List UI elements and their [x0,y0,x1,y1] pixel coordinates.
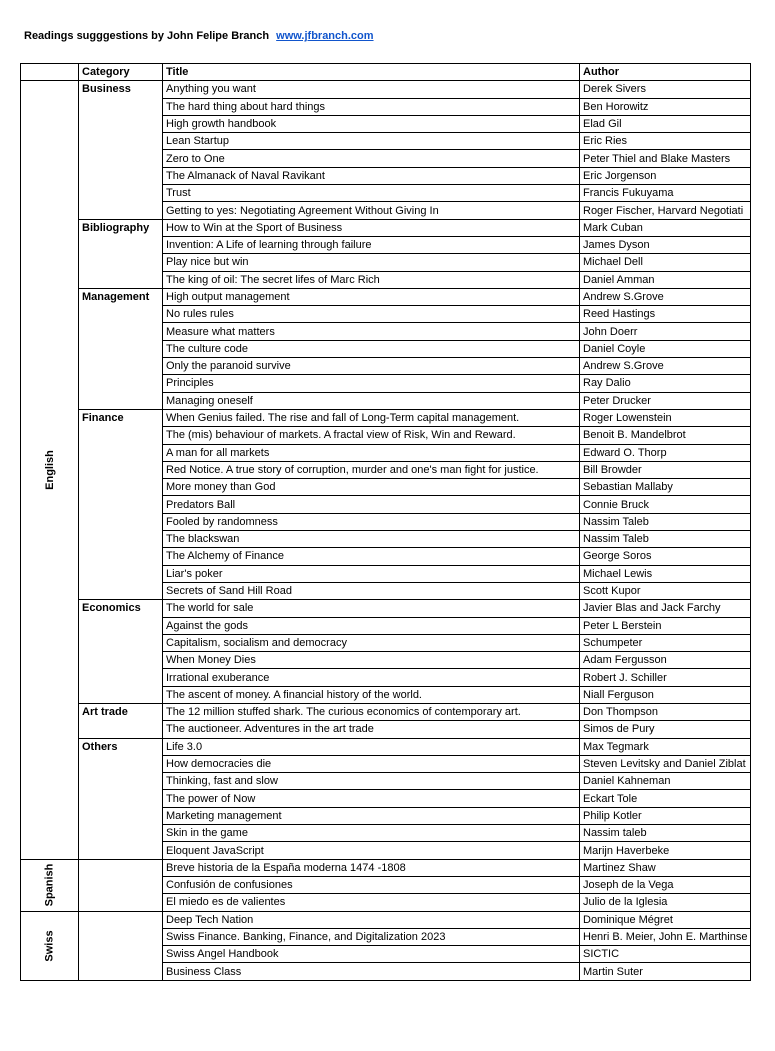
author-header: Author [580,64,751,81]
title-cell: Against the gods [163,617,580,634]
author-cell: Adam Fergusson [580,652,751,669]
title-cell: The hard thing about hard things [163,98,580,115]
title-cell: The culture code [163,340,580,357]
author-cell: Peter L Berstein [580,617,751,634]
category-cell: Art trade [79,703,163,738]
table-row [21,288,751,305]
author-cell: Javier Blas and Jack Farchy [580,600,751,617]
title-cell: Secrets of Sand Hill Road [163,582,580,599]
author-cell: Philip Kotler [580,807,751,824]
author-cell: Andrew S.Grove [580,288,751,305]
table-row [21,738,751,755]
title-cell: Deep Tech Nation [163,911,580,928]
author-cell: Roger Lowenstein [580,409,751,426]
title-cell: High output management [163,288,580,305]
document-header [24,30,374,42]
category-cell: Management [79,288,163,409]
title-cell: When Money Dies [163,652,580,669]
table-header-row [21,64,751,81]
author-cell: Dominique Mégret [580,911,751,928]
title-cell: Marketing management [163,807,580,824]
author-cell: Niall Ferguson [580,686,751,703]
author-cell: Michael Dell [580,254,751,271]
author-cell: Martin Suter [580,963,751,980]
author-cell: Daniel Coyle [580,340,751,357]
author-cell: Robert J. Schiller [580,669,751,686]
title-cell: Liar's poker [163,565,580,582]
category-cell: Business [79,81,163,219]
author-cell: Mark Cuban [580,219,751,236]
title-cell: The (mis) behaviour of markets. A fractal view of Risk, Win and Reward. [163,427,580,444]
title-cell: Getting to yes: Negotiating Agreement Without Giving In [163,202,580,219]
title-cell: Fooled by randomness [163,513,580,530]
author-cell: Francis Fukuyama [580,185,751,202]
author-cell: Eric Jorgenson [580,167,751,184]
title-cell: Measure what matters [163,323,580,340]
author-cell: Bill Browder [580,461,751,478]
author-cell: Simos de Pury [580,721,751,738]
title-cell: Zero to One [163,150,580,167]
title-cell: The Alchemy of Finance [163,548,580,565]
title-cell: Thinking, fast and slow [163,773,580,790]
author-cell: Schumpeter [580,634,751,651]
title-cell: How democracies die [163,755,580,772]
table-row [21,911,751,928]
title-cell: More money than God [163,479,580,496]
author-cell: Benoit B. Mandelbrot [580,427,751,444]
title-cell: Business Class [163,963,580,980]
author-cell: SICTIC [580,946,751,963]
author-cell: Daniel Kahneman [580,773,751,790]
title-cell: Only the paranoid survive [163,358,580,375]
title-cell: Managing oneself [163,392,580,409]
language-cell [21,859,79,911]
language-label: Swiss [43,930,56,962]
author-cell: Peter Drucker [580,392,751,409]
author-cell: Ray Dalio [580,375,751,392]
title-cell: Capitalism, socialism and democracy [163,634,580,651]
author-cell: Julio de la Iglesia [580,894,751,911]
title-cell: Play nice but win [163,254,580,271]
author-cell: Don Thompson [580,703,751,720]
title-cell: Anything you want [163,81,580,98]
title-cell: Lean Startup [163,133,580,150]
language-cell [21,81,79,859]
table-row [21,859,751,876]
title-cell: Trust [163,185,580,202]
category-cell: Finance [79,409,163,599]
reading-list-table [20,63,751,981]
author-cell: Connie Bruck [580,496,751,513]
title-cell: Red Notice. A true story of corruption, murder and one's man fight for justice. [163,461,580,478]
title-cell: When Genius failed. The rise and fall of Long-Term capital management. [163,409,580,426]
table-row [21,600,751,617]
title-cell: A man for all markets [163,444,580,461]
table-row [21,219,751,236]
author-cell: John Doerr [580,323,751,340]
title-cell: The blackswan [163,531,580,548]
category-header: Category [79,64,163,81]
author-cell: Nassim Taleb [580,531,751,548]
title-cell: Breve historia de la España moderna 1474 -1808 [163,859,580,876]
title-cell: Skin in the game [163,825,580,842]
author-cell: Eckart Tole [580,790,751,807]
author-cell: Steven Levitsky and Daniel Ziblat [580,755,751,772]
author-cell: Andrew S.Grove [580,358,751,375]
author-cell: Elad Gil [580,115,751,132]
author-cell: Peter Thiel and Blake Masters [580,150,751,167]
title-header: Title [163,64,580,81]
title-cell: Swiss Finance. Banking, Finance, and Digitalization 2023 [163,928,580,945]
author-cell: James Dyson [580,236,751,253]
header-title: Readings sugggestions by John Felipe Branch [24,30,270,42]
title-cell: The auctioneer. Adventures in the art trade [163,721,580,738]
title-cell: Invention: A Life of learning through failure [163,236,580,253]
author-cell: Nassim Taleb [580,513,751,530]
category-cell: Economics [79,600,163,704]
author-cell: Sebastian Mallaby [580,479,751,496]
author-cell: Joseph de la Vega [580,876,751,893]
author-cell: Daniel Amman [580,271,751,288]
category-cell: Bibliography [79,219,163,288]
table-row [21,409,751,426]
author-cell: Nassim taleb [580,825,751,842]
category-cell [79,911,163,980]
title-cell: How to Win at the Sport of Business [163,219,580,236]
author-cell: Max Tegmark [580,738,751,755]
language-cell [21,911,79,980]
title-cell: The power of Now [163,790,580,807]
language-label: Spanish [43,863,56,907]
author-cell: Reed Hastings [580,306,751,323]
title-cell: Swiss Angel Handbook [163,946,580,963]
title-cell: High growth handbook [163,115,580,132]
author-cell: Martinez Shaw [580,859,751,876]
title-cell: Confusión de confusiones [163,876,580,893]
author-cell: Ben Horowitz [580,98,751,115]
title-cell: Life 3.0 [163,738,580,755]
author-cell: George Soros [580,548,751,565]
title-cell: The world for sale [163,600,580,617]
title-cell: Irrational exuberance [163,669,580,686]
author-cell: Roger Fischer, Harvard Negotiati [580,202,751,219]
category-cell [79,859,163,911]
author-cell: Henri B. Meier, John E. Marthinse [580,928,751,945]
table-row [21,81,751,98]
table-row [21,703,751,720]
website-link[interactable]: www.jfbranch.com [276,30,374,42]
title-cell: The Almanack of Naval Ravikant [163,167,580,184]
title-cell: Principles [163,375,580,392]
corner-cell [21,64,79,81]
title-cell: Eloquent JavaScript [163,842,580,859]
language-label: English [43,450,56,490]
title-cell: The king of oil: The secret lifes of Marc Rich [163,271,580,288]
author-cell: Marijn Haverbeke [580,842,751,859]
author-cell: Eric Ries [580,133,751,150]
author-cell: Michael Lewis [580,565,751,582]
title-cell: No rules rules [163,306,580,323]
title-cell: El miedo es de valientes [163,894,580,911]
table-body [21,81,751,980]
category-cell: Others [79,738,163,859]
author-cell: Scott Kupor [580,582,751,599]
title-cell: The ascent of money. A financial history of the world. [163,686,580,703]
author-cell: Derek Sivers [580,81,751,98]
author-cell: Edward O. Thorp [580,444,751,461]
title-cell: The 12 million stuffed shark. The curious economics of contemporary art. [163,703,580,720]
title-cell: Predators Ball [163,496,580,513]
